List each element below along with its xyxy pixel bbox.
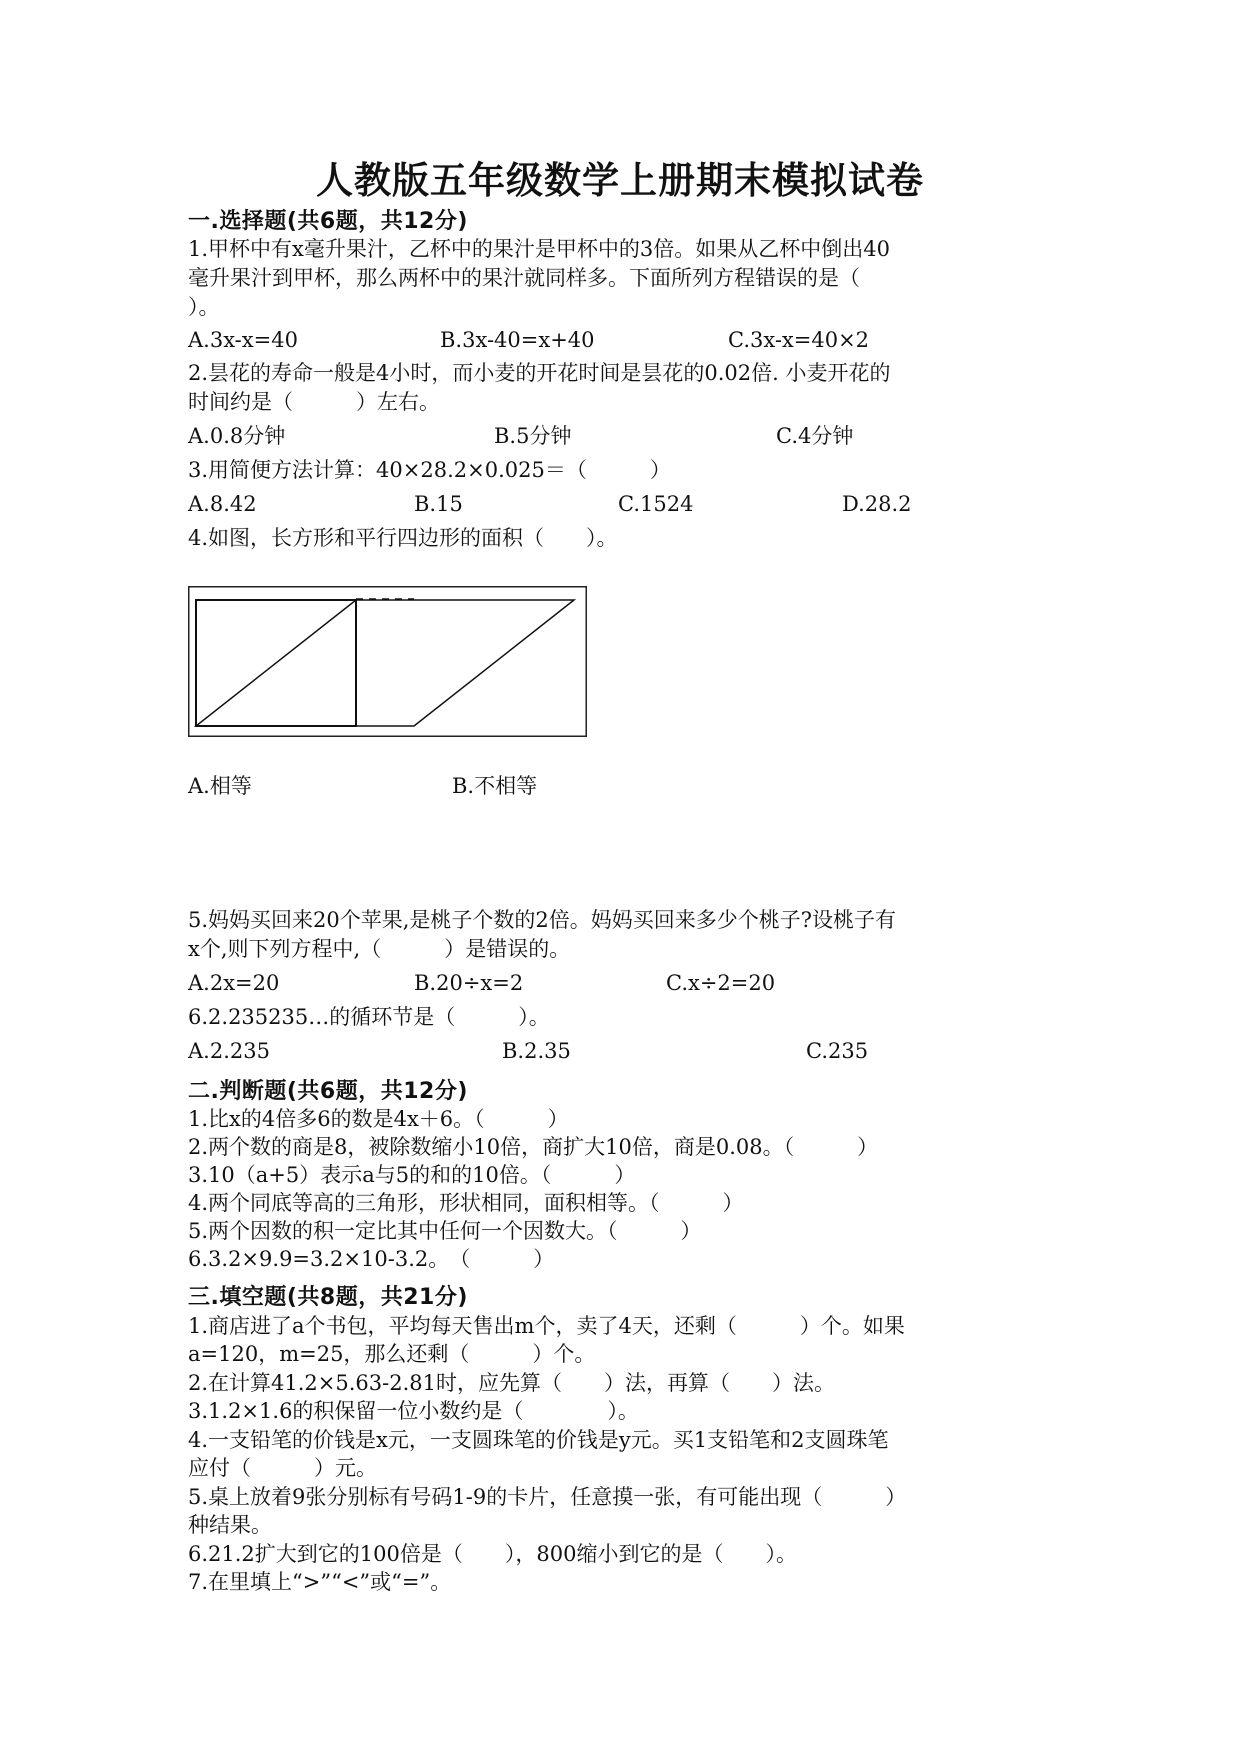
fill-line-8: 种结果。 [188,1513,272,1537]
q2-option-c: C.4分钟 [776,424,854,448]
q3-option-c: C.1524 [618,492,694,516]
q1-option-b: B.3x-40=x+40 [440,328,595,352]
judge-item-6: 6.3.2×9.9=3.2×10-3.2。 （ ） [188,1247,555,1271]
q3-option-d: D.28.2 [842,492,912,516]
section-fill-heading: 三.填空题(共8题，共21分) [188,1285,468,1310]
q6-option-c: C.235 [806,1039,869,1063]
page-title: 人教版五年级数学上册期末模拟试卷 [316,159,924,202]
judge-item-2: 2.两个数的商是8，被除数缩小10倍，商扩大10倍，商是0.08。（ ） [188,1135,879,1159]
q5-line2: x个,则下列方程中,（ ）是错误的。 [188,937,571,961]
q3-option-b: B.15 [414,492,463,516]
section-judge-heading: 二.判断题(共6题，共12分) [188,1079,468,1104]
fill-line-9: 6.21.2扩大到它的100倍是（ ），800缩小到它的是（ ）。 [188,1542,797,1566]
q1-option-a: A.3x-x=40 [188,328,298,352]
q6-line1: 6.2.235235…的循环节是（ ）。 [188,1005,550,1029]
q2-option-a: A.0.8分钟 [188,424,286,448]
fill-line-4: 3.1.2×1.6的积保留一位小数约是（ ）。 [188,1399,639,1423]
q5-option-a: A.2x=20 [188,971,280,995]
judge-item-5: 5.两个因数的积一定比其中任何一个因数大。（ ） [188,1219,702,1243]
q1-line1: 1.甲杯中有x毫升果汁，乙杯中的果汁是甲杯中的3倍。如果从乙杯中倒出40 [188,237,890,261]
fill-line-7: 5.桌上放着9张分别标有号码1-9的卡片，任意摸一张，有可能出现（ ） [188,1485,907,1509]
q4-line1: 4.如图，长方形和平行四边形的面积（ ）。 [188,526,618,550]
figure-frame [189,587,587,737]
q2-line2: 时间约是（ ）左右。 [188,390,440,414]
q1-option-c: C.3x-x=40×2 [728,328,870,352]
fill-line-1: 1.商店进了a个书包，平均每天售出m个，卖了4天，还剩（ ）个。如果 [188,1314,905,1338]
q3-line1: 3.用简便方法计算：40×28.2×0.025＝（ ） [188,458,671,482]
q1-line3: ）。 [188,295,220,319]
q3-option-a: A.8.42 [188,492,257,516]
q2-line1: 2.昙花的寿命一般是4小时，而小麦的开花时间是昙花的0.02倍. 小麦开花的 [188,361,891,385]
judge-item-3: 3.10（a+5）表示a与5的和的10倍。（ ） [188,1163,636,1187]
q2-option-b: B.5分钟 [494,424,572,448]
parallelogram-shape [196,600,574,726]
q6-option-b: B.2.35 [502,1039,571,1063]
judge-item-1: 1.比x的4倍多6的数是4x＋6。（ ） [188,1107,569,1131]
q5-option-c: C.x÷2=20 [666,971,776,995]
fill-line-6: 应付（ ）元。 [188,1456,377,1480]
q4-option-a: A.相等 [188,774,252,798]
q5-option-b: B.20÷x=2 [414,971,524,995]
q5-line1: 5.妈妈买回来20个苹果,是桃子个数的2倍。妈妈买回来多少个桃子?设桃子有 [188,908,897,932]
rectangle-parallelogram-figure [188,586,588,738]
q1-line2: 毫升果汁到甲杯，那么两杯中的果汁就同样多。下面所列方程错误的是（ [188,266,860,290]
q4-option-b: B.不相等 [452,774,538,798]
section-choice-heading: 一.选择题(共6题，共12分) [188,209,468,234]
fill-line-3: 2.在计算41.2×5.63-2.81时，应先算（ ）法，再算（ ）法。 [188,1371,835,1395]
fill-line-2: a=120，m=25，那么还剩（ ）个。 [188,1342,596,1366]
q6-option-a: A.2.235 [188,1039,270,1063]
fill-line-10: 7.在里填上“>”“<”或“=”。 [188,1570,452,1594]
judge-item-4: 4.两个同底等高的三角形，形状相同，面积相等。（ ） [188,1191,744,1215]
fill-line-5: 4.一支铅笔的价钱是x元，一支圆珠笔的价钱是y元。买1支铅笔和2支圆珠笔 [188,1428,889,1452]
